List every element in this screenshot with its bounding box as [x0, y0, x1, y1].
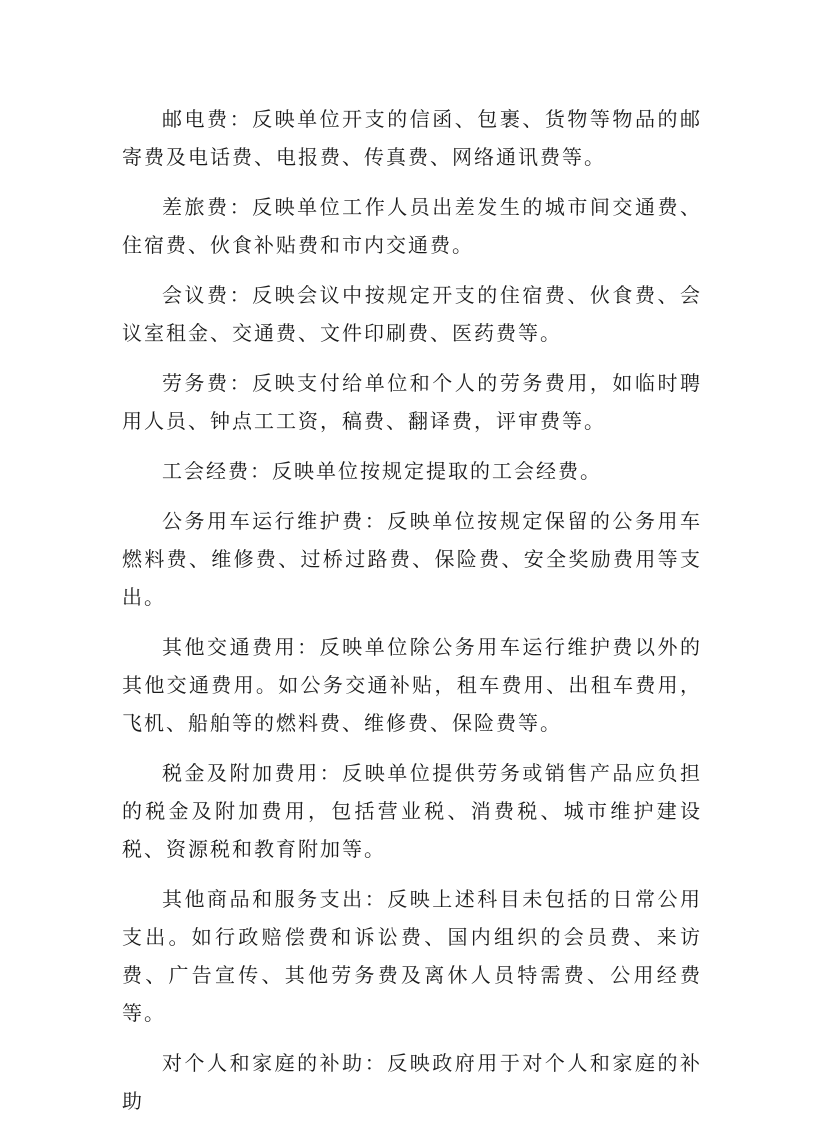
- paragraph-other-transport: 其他交通费用：反映单位除公务用车运行维护费以外的其他交通费用。如公务交通补贴，租车费用、出租车费用，飞机、船舶等的燃料费、维修费、保险费等。: [122, 635, 702, 735]
- paragraph-travel: 差旅费：反映单位工作人员出差发生的城市间交通费、住宿费、伙食补贴费和市内交通费。: [122, 195, 702, 257]
- paragraph-official-vehicle: 公务用车运行维护费：反映单位按规定保留的公务用车燃料费、维修费、过桥过路费、保险费、安全奖励费用等支出。: [122, 509, 702, 609]
- paragraph-meeting: 会议费：反映会议中按规定开支的住宿费、伙食费、会议室租金、交通费、文件印刷费、医药费等。: [122, 283, 702, 345]
- paragraph-union-funds: 工会经费：反映单位按规定提取的工会经费。: [162, 459, 602, 483]
- paragraph-taxes: 税金及附加费用：反映单位提供劳务或销售产品应负担的税金及附加费用，包括营业税、消费税、城市维护建设税、资源税和教育附加等。: [122, 761, 702, 861]
- paragraph-other-goods-services: 其他商品和服务支出：反映上述科目未包括的日常公用支出。如行政赔偿费和诉讼费、国内组织的会员费、来访费、广告宣传、其他劳务费及离休人员特需费、公用经费等。: [122, 887, 702, 1025]
- paragraph-labor: 劳务费：反映支付给单位和个人的劳务费用，如临时聘用人员、钟点工工资，稿费、翻译费，评审费等。: [122, 371, 702, 433]
- paragraph-postal-telecom: 邮电费：反映单位开支的信函、包裹、货物等物品的邮寄费及电话费、电报费、传真费、网络通讯费等。: [122, 107, 702, 169]
- document-body: [122, 100, 702, 1132]
- paragraph-household-subsidy: 对个人和家庭的补助：反映政府用于对个人和家庭的补助: [122, 1051, 702, 1113]
